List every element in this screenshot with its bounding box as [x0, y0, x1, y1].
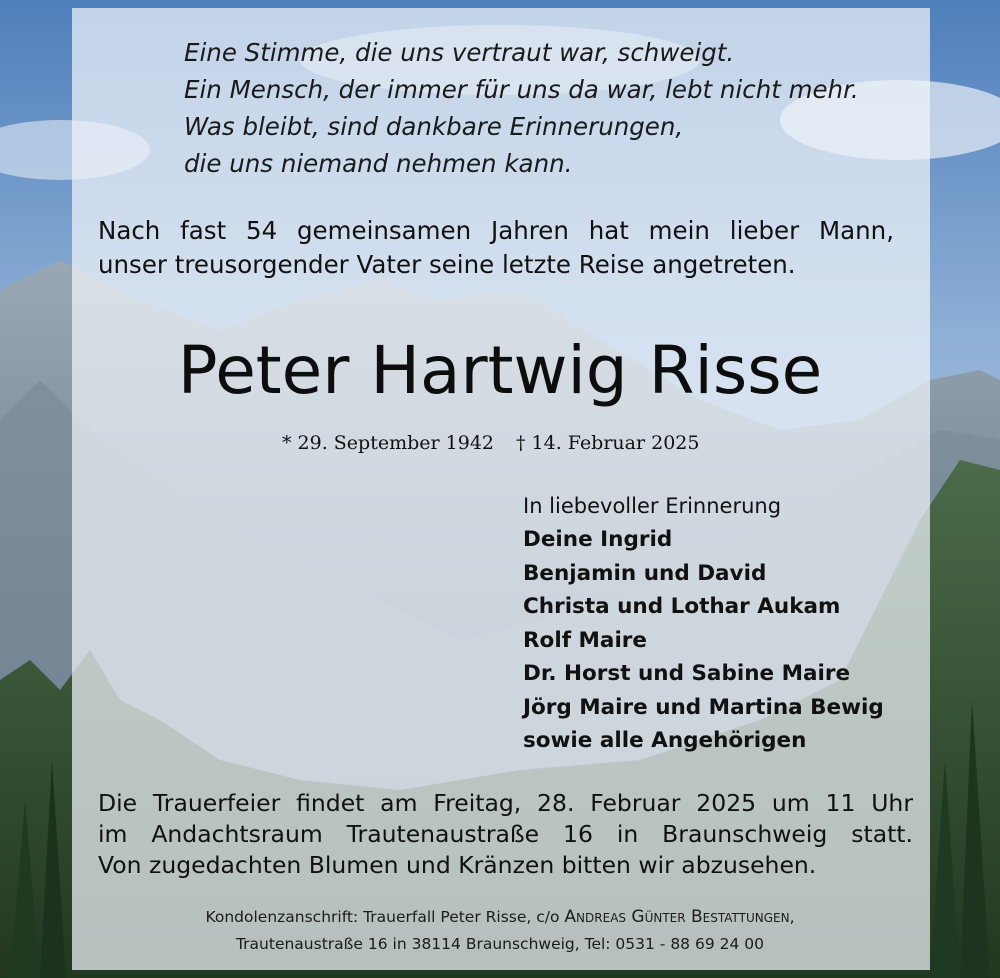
mourner-name: sowie alle Angehörigen [523, 728, 807, 753]
mourner-name: Jörg Maire und Martina Bewig [523, 694, 884, 720]
mourner-name: Rolf Maire [523, 627, 647, 653]
mourner-name: Dr. Horst und Sabine Maire [523, 661, 851, 686]
service-line: im Andachtsraum Trautenaustraße 16 in Braunschweig statt. [98, 820, 913, 848]
mourner-name: Benjamin und David [523, 560, 767, 586]
death-date: † 14. Februar 2025 [516, 432, 700, 454]
mourners-block [523, 489, 884, 758]
poem-line: Eine Stimme, die uns vertraut war, schweigt. [184, 38, 735, 67]
intro-line: Nach fast 54 gemeinsamen Jahren hat mein lieber Mann, [98, 216, 894, 245]
condolence-address [0, 904, 1000, 958]
intro-paragraph [98, 214, 894, 282]
memorial-poem [184, 34, 859, 182]
service-line: Von zugedachten Blumen und Kränzen bitten wir abzusehen. [98, 851, 817, 879]
funeral-home-name: Andreas Günter Bestattungen [564, 907, 790, 927]
condolence-line-1 [0, 904, 1000, 931]
birth-date: * 29. September 1942 [282, 432, 494, 454]
condolence-line-2: Trautenaustraße 16 in 38114 Braunschweig, Tel: 0531 - 88 69 24 00 [235, 935, 764, 953]
mourner-name: Deine Ingrid [523, 527, 673, 552]
condolence-prefix: Kondolenzanschrift: Trauerfall Peter Risse, c/o [205, 908, 565, 926]
life-dates [282, 428, 699, 458]
service-line: Die Trauerfeier findet am Freitag, 28. Februar 2025 um 11 Uhr [98, 789, 913, 817]
condolence-suffix: , [789, 908, 795, 926]
mourners-heading: In liebevoller Erinnerung [523, 494, 782, 518]
deceased-name: Peter Hartwig Risse [177, 332, 823, 409]
intro-line: unser treusorgender Vater seine letzte Reise angetreten. [98, 250, 796, 279]
poem-line: die uns niemand nehmen kann. [184, 149, 573, 178]
service-information [98, 788, 913, 881]
mourner-name: Christa und Lothar Aukam [523, 594, 841, 619]
poem-line: Ein Mensch, der immer für uns da war, lebt nicht mehr. [184, 75, 859, 104]
poem-line: Was bleibt, sind dankbare Erinnerungen, [184, 112, 684, 141]
